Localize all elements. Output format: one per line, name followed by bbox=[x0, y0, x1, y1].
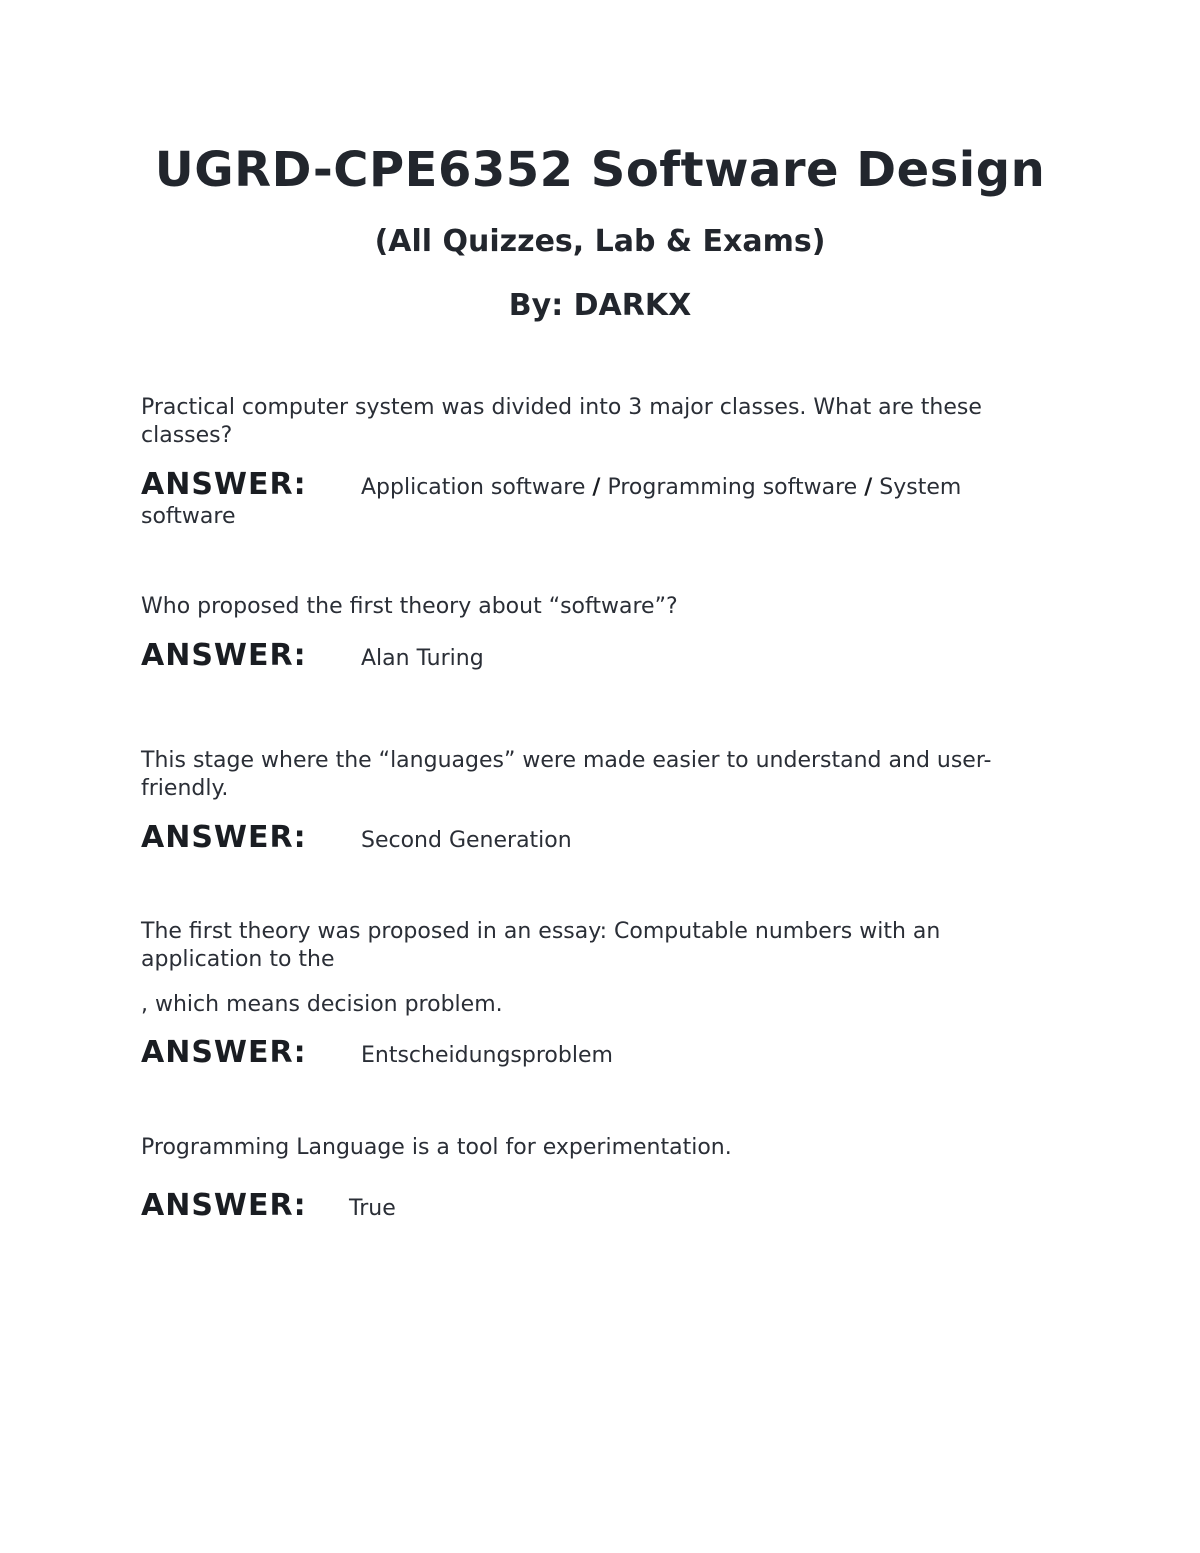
question-4: The first theory was proposed in an essay: Computable numbers with an application to the bbox=[141, 919, 941, 972]
answer-5-text: True bbox=[349, 1196, 396, 1221]
question-2: Who proposed the first theory about “software”? bbox=[141, 594, 678, 619]
answer-5 bbox=[141, 1188, 1041, 1223]
question-3: This stage where the “languages” were made easier to understand and user-friendly. bbox=[141, 748, 992, 801]
document-author: By: DARKX bbox=[508, 288, 692, 323]
answer-label: ANSWER: bbox=[141, 1035, 307, 1070]
answer-label: ANSWER: bbox=[141, 638, 307, 673]
answer-3 bbox=[141, 820, 1041, 855]
answer-1-part-3: System software bbox=[141, 475, 962, 529]
answer-separator: / bbox=[592, 475, 601, 500]
answer-label: ANSWER: bbox=[141, 467, 307, 502]
answer-4-text: Entscheidungsproblem bbox=[361, 1043, 613, 1068]
question-5: Programming Language is a tool for experimentation. bbox=[141, 1135, 732, 1160]
answer-1-part-2: Programming software bbox=[607, 475, 858, 500]
document-subtitle: (All Quizzes, Lab & Exams) bbox=[374, 224, 826, 259]
answer-label: ANSWER: bbox=[141, 1188, 307, 1223]
answer-label: ANSWER: bbox=[141, 820, 307, 855]
answer-2 bbox=[141, 638, 1041, 673]
answer-3-text: Second Generation bbox=[361, 828, 572, 853]
answer-2-text: Alan Turing bbox=[361, 646, 484, 671]
answer-4 bbox=[141, 1035, 1041, 1070]
answer-1-part-1: Application software bbox=[361, 475, 586, 500]
question-1: Practical computer system was divided into 3 major classes. What are these classes? bbox=[141, 395, 982, 448]
answer-1 bbox=[141, 467, 1041, 531]
answer-separator: / bbox=[864, 475, 873, 500]
question-4-continuation: , which means decision problem. bbox=[141, 992, 503, 1017]
document-title: UGRD-CPE6352 Software Design bbox=[154, 142, 1046, 198]
